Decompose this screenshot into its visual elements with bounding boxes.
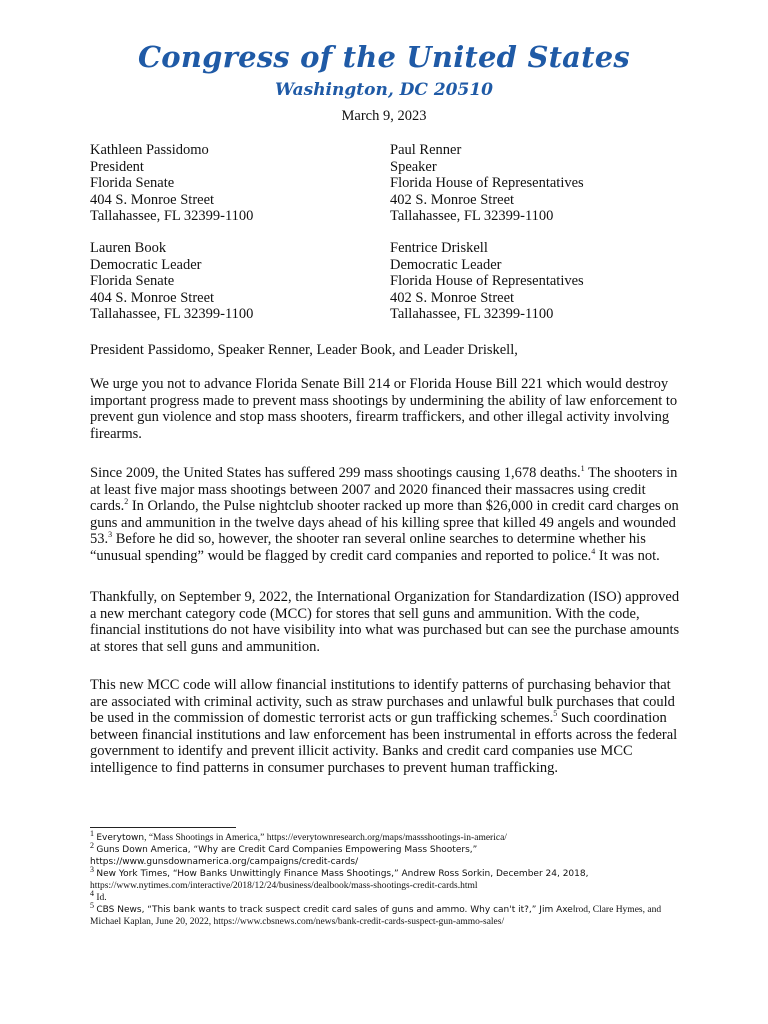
recipient-org: Florida Senate [90,175,175,191]
footnote-source: CBS News, “This bank wants to track suspect credit card sales of guns and ammo. Why can't it?,” Jim Axel [96,905,576,915]
footnote [90,888,690,904]
paragraph-text: Thankfully, on September 9, 2022, the International Organization for Standardization (ISO) approved a new merchant category code (MCC) for stores that sell guns and ammunition. With the code, financial institutions do not have visibility into what was purchased but can see the purchase amounts at stores that sell guns and ammunition. [90,589,680,655]
footnote-source: Guns Down America, “Why are Credit Card Companies Empowering Mass Shooters,” https://www.gunsdownamerica.org/campaigns/credit-cards/ [90,845,478,867]
footnote-divider [90,827,236,828]
footnote-source: New York Times, “How Banks Unwittingly Finance Mass Shootings,” Andrew Ross Sorkin, December 24, 2018, [96,869,589,879]
letter-date: March 9, 2023 [341,108,427,124]
footnote [90,900,690,928]
recipient-name: Fentrice Driskell [390,240,488,256]
body-paragraph [90,677,686,776]
paragraph-text: In Orlando, the Pulse nightclub shooter racked up more than $26,000 in credit card charges on guns and ammunition in the twelve days ahead of his killing spree that killed 49 angels and wounded 53. [90,498,679,547]
footnote-number: 1 [90,828,94,838]
footnote-ref: 1 [580,464,585,474]
paragraph-text: Before he did so, however, the shooter ran several online searches to determine whether his “unusual spending” would be flagged by credit card companies and reported to police. [90,531,646,564]
letterhead-subtitle: Washington, DC 20510 [275,80,493,100]
recipient-title: President [90,158,144,175]
footnote-ref: 2 [124,497,129,507]
footnote-text: https://www.nytimes.com/interactive/2018/12/24/business/dealbook/mass-shootings-credit-cards.html [90,881,478,891]
letterhead-title: Congress of the United States [138,40,630,74]
recipient-org: Florida House of Representatives [390,273,584,289]
footnote-text: , “Mass Shootings in America,” https://everytownresearch.org/maps/massshootings-in-america/ [144,833,507,843]
recipient-city: Tallahassee, FL 32399-1100 [390,306,554,322]
paragraph-text: The shooters in at least five major mass shootings between 2007 and 2020 financed their massacres using credit cards. [90,465,678,514]
recipient-name: Paul Renner [390,142,462,158]
footnote-text: rod, Clare Hymes, and Michael Kaplan, June 20, 2022, https://www.cbsnews.com/news/bank-credit-cards-suspect-gun-ammo-sales/ [90,905,662,927]
recipient-name: Kathleen Passidomo [90,142,209,158]
salutation: President Passidomo, Speaker Renner, Leader Book, and Leader Driskell, [90,342,518,358]
footnote-number: 3 [90,864,94,874]
recipient-address-block [390,142,584,225]
footnote-ref: 4 [591,546,596,556]
recipient-street: 402 S. Monroe Street [390,191,515,208]
footnote-number: 4 [90,888,94,898]
footnotes [90,828,690,928]
footnote-number: 5 [90,900,94,910]
recipient-street: 404 S. Monroe Street [90,191,215,208]
paragraph-text: Such coordination between financial institutions and law enforcement has been instrumental in efforts across the federal government to identify and prevent illicit activity. Banks and credit card companies use MCC intelligence to find patterns in consumer purchases to prevent human trafficking. [90,710,678,776]
body-paragraph [90,465,686,564]
recipient-address-block [90,142,253,225]
body-paragraph [90,376,686,442]
recipient-street: 404 S. Monroe Street [90,289,215,306]
footnote [90,864,690,892]
paragraph-text: It was not. [595,547,660,564]
footnote-number: 2 [90,840,94,850]
recipient-city: Tallahassee, FL 32399-1100 [90,306,254,322]
footnote-text: Id. [96,893,107,903]
recipient-org: Florida Senate [90,273,175,289]
footnote-source: Everytown [96,833,145,843]
recipient-name: Lauren Book [90,240,167,256]
footnote-ref: 5 [553,709,558,719]
recipient-city: Tallahassee, FL 32399-1100 [90,208,254,224]
paragraph-text: This new MCC code will allow financial institutions to identify patterns of purchasing behavior that are associated with criminal activity, such as straw purchases and unlawful bulk purchases that could be used in the commission of domestic terrorist acts or gun trafficking schemes. [90,677,675,726]
recipient-address-block [390,240,584,323]
recipient-street: 402 S. Monroe Street [390,289,515,306]
footnote [90,840,690,868]
recipient-city: Tallahassee, FL 32399-1100 [390,208,554,224]
footnote [90,828,690,844]
recipient-address-block [90,240,253,323]
recipient-title: Democratic Leader [390,256,502,273]
paragraph-text: We urge you not to advance Florida Senate Bill 214 or Florida House Bill 221 which would destroy important progress made to prevent mass shootings by undermining the ability of law enforcement to prevent gun violence and stop mass shooters, firearm traffickers, and other illegal activity involving firearms. [90,376,678,442]
footnote-ref: 3 [108,530,113,540]
body-paragraph [90,589,686,655]
paragraph-text: Since 2009, the United States has suffered 299 mass shootings causing 1,678 deaths. [90,465,581,481]
recipient-org: Florida House of Representatives [390,175,584,191]
recipient-title: Speaker [390,158,437,175]
recipient-title: Democratic Leader [90,256,202,273]
